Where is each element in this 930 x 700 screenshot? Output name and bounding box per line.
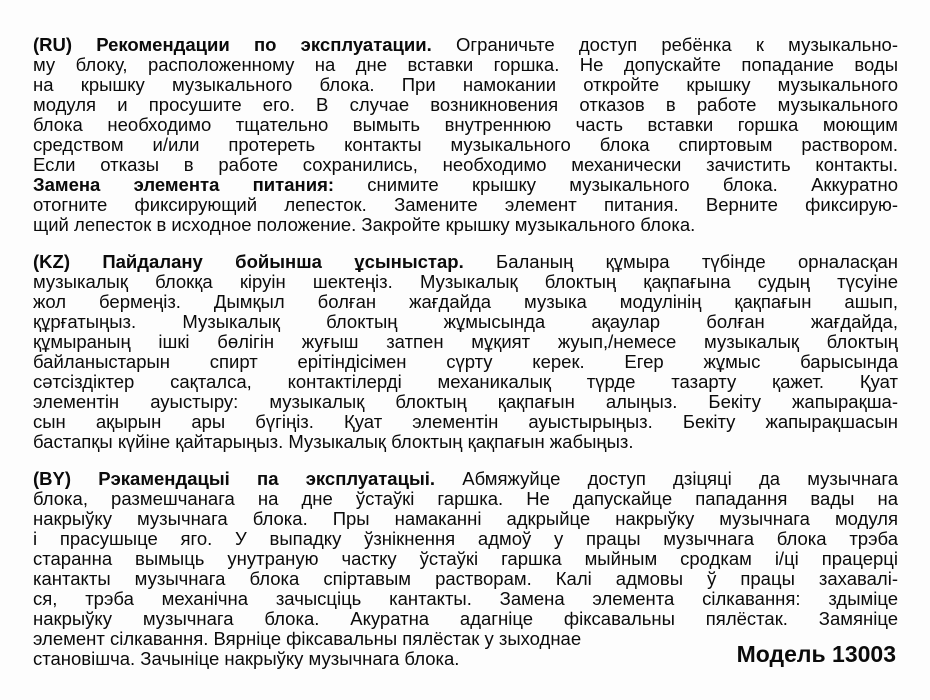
text-line [33,372,898,392]
text-line [33,412,898,432]
paragraph-ru-recommendations [33,35,898,235]
text-line [33,469,898,489]
text-segment: байланыстарын спирт ерітіндісімен сүрту керек. Егер жұмыс барысында [33,351,898,372]
text-segment: блока необходимо тщательно вымыть внутреннюю часть вставки горшка моющим [33,114,898,135]
text-segment: Ограничьте доступ ребёнка к музыкально- [431,34,898,55]
text-segment: блока, размешчанага на дне ўстаўкі гаршка. Не дапускайце пападання вады на [33,488,898,509]
text-segment: щий лепесток в исходное положение. Закройте крышку музыкального блока. [33,214,696,235]
text-line [33,155,898,175]
text-line [33,569,898,589]
bold-text-segment: (BY) Рэкамендацыі па эксплуатацыі. [33,468,436,489]
text-line [33,332,898,352]
text-line [33,489,898,509]
model-number: Модель 13003 [736,641,896,667]
text-line [33,292,898,312]
text-line [33,175,898,195]
text-line [33,75,898,95]
text-line [33,352,898,372]
text-line [33,589,898,609]
text-line [33,252,898,272]
bold-text-segment: (RU) Рекомендации по эксплуатации. [33,34,432,55]
text-segment: құрғатыңыз. Музыкалық блоктың жұмысында ақаулар болған жағдайда, [33,311,898,332]
text-line [33,215,898,235]
text-segment: элементін ауыстыру: музыкалық блоктың қақпағын алыңыз. Бекіту жапырақша- [33,391,898,412]
paragraph-by-recommendations [33,469,898,669]
paragraph-kz-recommendations [33,252,898,452]
text-line [33,529,898,549]
text-line [33,609,898,629]
text-segment: Абмяжуйце доступ дзіцяці да музычнага [435,468,898,489]
text-segment: сәтсіздіктер сақталса, контактілерді механикалық түрде тазарту қажет. Қуат [33,371,898,392]
text-segment: Если отказы в работе сохранились, необходимо механически зачистить контакты. [33,154,898,175]
text-segment: жол бермеңіз. Дымқыл болған жағдайда музыка модулінің қақпағын ашып, [33,291,898,312]
text-line [33,392,898,412]
text-line [33,135,898,155]
text-line [33,549,898,569]
bold-text-segment: (KZ) Пайдалану бойынша ұсыныстар. [33,251,464,272]
text-line [33,95,898,115]
text-line [33,35,898,55]
text-segment: модуля и просушите его. В случае возникновения отказов в работе музыкального [33,94,898,115]
text-segment: сын ақырын ары бүгіңіз. Қуат элементін ауыстырыңыз. Бекіту жапырақшасын [33,411,898,432]
text-line [33,312,898,332]
text-line [33,195,898,215]
text-segment: музыкалық блокқа кіруін шектеңіз. Музыкалық блоктың қақпағына судың түсуіне [33,271,898,292]
text-line [33,55,898,75]
bold-text-segment: Замена элемента питания: [33,174,335,195]
document-paragraphs [33,35,898,686]
text-segment: средством и/или протереть контакты музыкального блока спиртовым раствором. [33,134,898,155]
text-segment: на крышку музыкального блока. При намокании откройте крышку музыкального [33,74,898,95]
text-line [33,509,898,529]
text-segment: старанна вымыць унутраную частку ўстаўкі гаршка мыйным сродкам і/ці працерці [33,548,898,569]
text-segment: отогните фиксирующий лепесток. Замените элемент питания. Верните фиксирую- [33,194,898,215]
text-segment: құмыраның ішкі бөлігін жуғыш затпен мұқият жуып,/немесе музыкалық блоктың [33,331,898,352]
text-segment: кантакты музычнага блока спіртавым растворам. Калі адмовы ў працы захавалі- [33,568,898,589]
text-segment: му блоку, расположенному на дне вставки горшка. Не допускайте попадание воды [33,54,898,75]
text-segment: і прасушыце яго. У выпадку ўзнікнення адмоў у працы музычнага блока трэба [33,528,898,549]
text-segment: накрыўку музычнага блока. Пры намаканні адкрыйце накрыўку музычнага модуля [33,508,898,529]
text-segment: Баланың құмыра түбінде орналасқан [463,251,899,272]
text-segment: бастапқы күйіне қайтарыңыз. Музыкалық блоктың қақпағын жабыңыз. [33,431,634,452]
text-segment: снимите крышку музыкального блока. Аккуратно [334,174,898,195]
text-segment: становішча. Зачыніце накрыўку музычнага блока. [33,648,460,669]
text-segment: элемент сілкавання. Вярніце фіксавальны пялёстак у зыходнае [33,628,582,649]
text-segment: накрыўку музычнага блока. Акуратна адагніце фіксавальны пялёстак. Замяніце [33,608,898,629]
text-line [33,272,898,292]
text-line [33,432,898,452]
text-segment: ся, трэба механічна зачысціць кантакты. Замена элемента сілкавання: здыміце [33,588,898,609]
text-line [33,115,898,135]
